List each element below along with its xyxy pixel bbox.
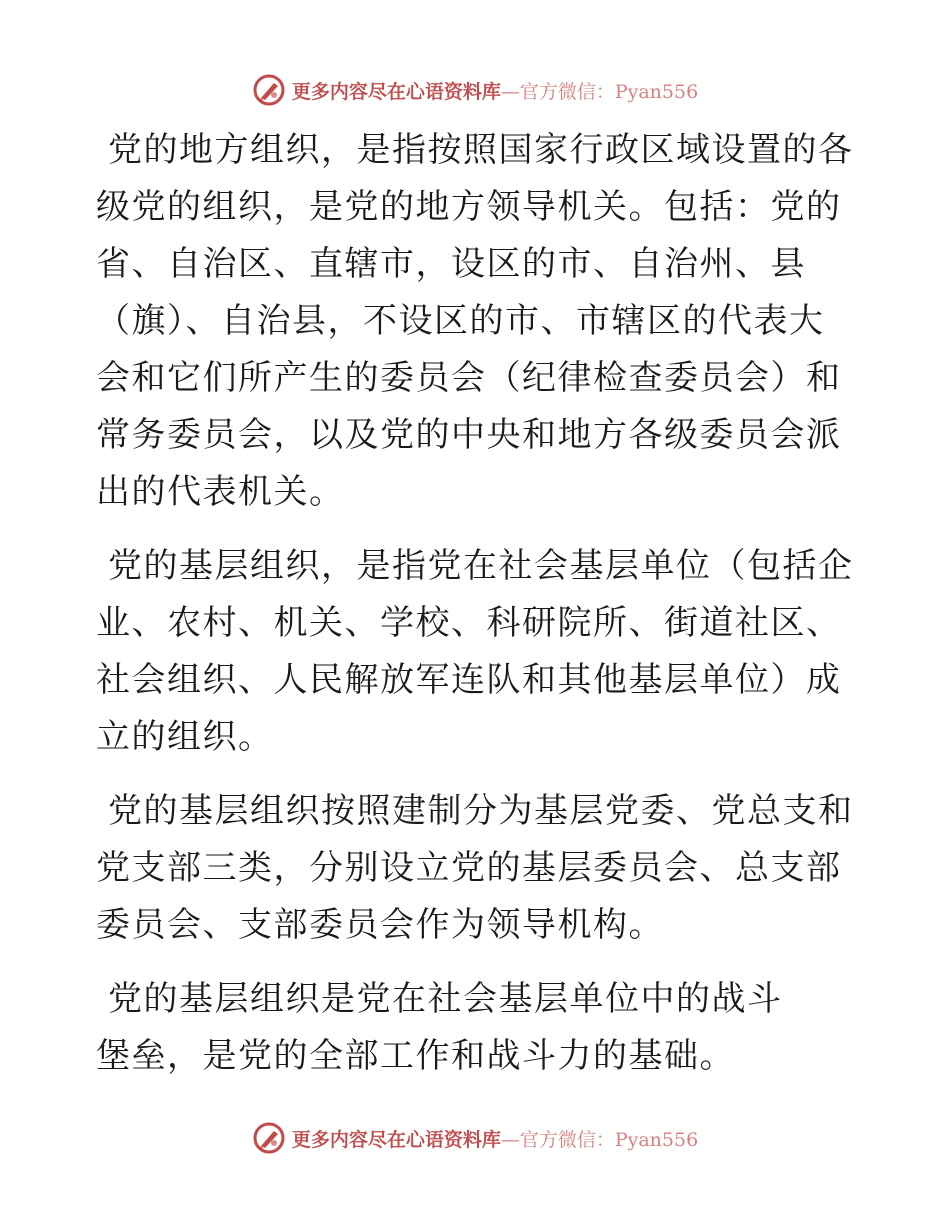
- footer-watermark: [0, 1118, 950, 1158]
- watermark-official: 官方微信：Pyan556: [519, 1128, 699, 1151]
- paragraph-grassroots-structure: 党的基层组织按照建制分为基层党委、党总支和党支部三类，分别设立党的基层委员会、总支部委员会、支部委员会作为领导机构。: [96, 791, 854, 945]
- pen-seal-logo-icon: [252, 73, 286, 107]
- watermark-separator: —: [500, 80, 520, 103]
- watermark-text: [292, 77, 698, 104]
- watermark-brand: 更多内容尽在心语资料库: [291, 80, 501, 103]
- pen-seal-logo-icon: [252, 1121, 286, 1155]
- paragraph-grassroots-role: 党的基层组织是党在社会基层单位中的战斗堡垒，是党的全部工作和战斗力的基础。: [96, 979, 783, 1076]
- paragraph-local-organization: 党的地方组织，是指按照国家行政区域设置的各级党的组织，是党的地方领导机关。包括：党的省、自治区、直辖市，设区的市、自治州、县（旗）、自治县，不设区的市、市辖区的代表大会和它们所产生的委员会（纪律检查委员会）和常务委员会，以及党的中央和地方各级委员会派出的代表机关。: [96, 130, 854, 512]
- watermark-official: 官方微信：Pyan556: [519, 80, 699, 103]
- watermark-separator: —: [500, 1128, 520, 1151]
- document-body: [96, 122, 856, 1102]
- header-watermark: [0, 70, 950, 110]
- watermark-brand: 更多内容尽在心语资料库: [291, 1128, 501, 1151]
- watermark-text: [292, 1125, 698, 1152]
- paragraph-grassroots-organization: 党的基层组织，是指党在社会基层单位（包括企业、农村、机关、学校、科研院所、街道社区、社会组织、人民解放军连队和其他基层单位）成立的组织。: [96, 546, 854, 757]
